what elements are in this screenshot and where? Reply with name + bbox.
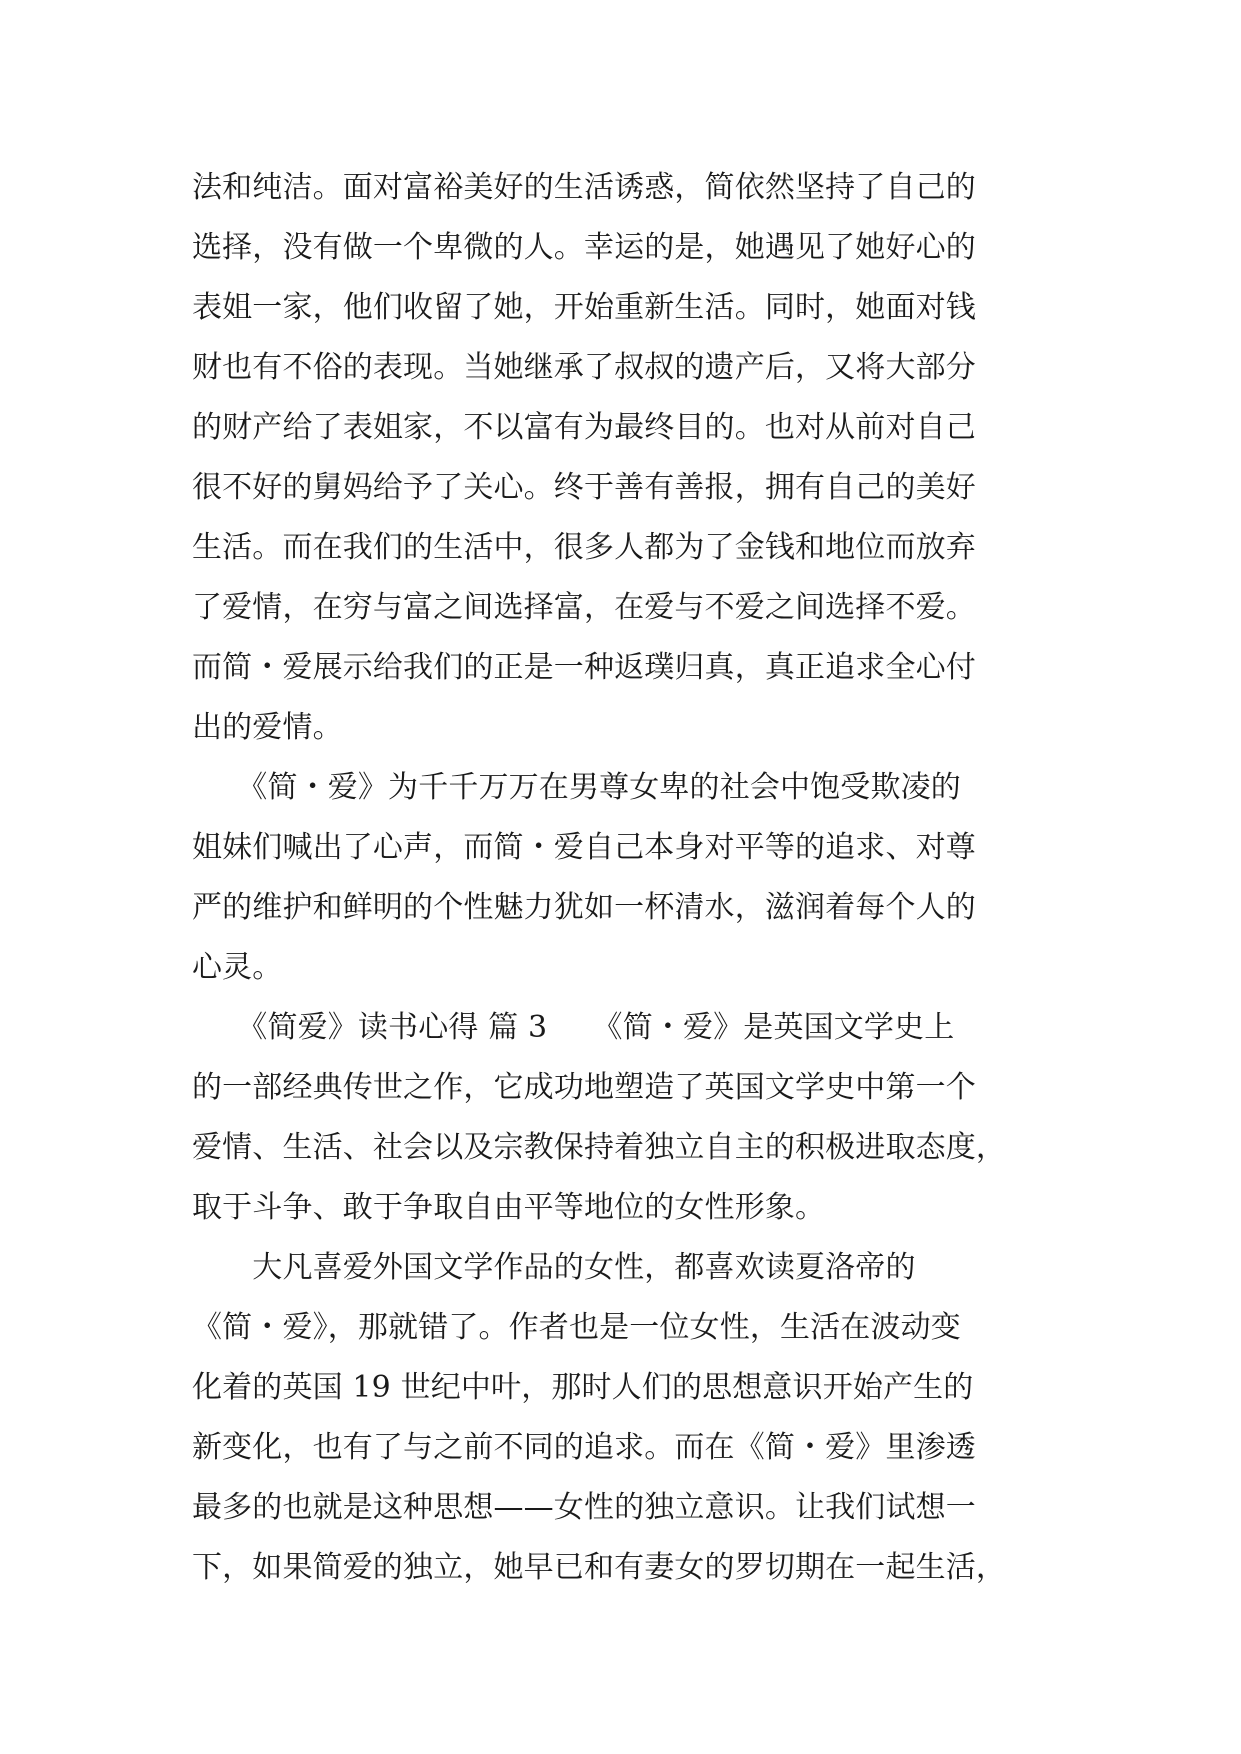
text-line: 新变化，也有了与之前不同的追求。而在《简・爱》里渗透: [192, 1430, 976, 1465]
text-line: 财也有不俗的表现。当她继承了叔叔的遗产后，又将大部分: [192, 350, 976, 385]
text-line: 出的爱情。: [192, 710, 343, 745]
text-line: 《简・爱》为千千万万在男尊女卑的社会中饱受欺凌的: [192, 770, 961, 805]
text-line: 生活。而在我们的生活中，很多人都为了金钱和地位而放弃: [192, 530, 976, 565]
text-line: 取于斗争、敢于争取自由平等地位的女性形象。: [192, 1190, 826, 1225]
text-line: 心灵。: [192, 950, 283, 985]
text-line: 而简・爱展示给我们的正是一种返璞归真，真正追求全心付: [192, 650, 976, 685]
body-text: [192, 158, 1072, 1598]
text-line: 表姐一家，他们收留了她，开始重新生活。同时，她面对钱: [192, 290, 976, 325]
text-line: 严的维护和鲜明的个性魅力犹如一杯清水，滋润着每个人的: [192, 890, 976, 925]
text-line: 法和纯洁。面对富裕美好的生活诱惑，简依然坚持了自己的: [192, 170, 976, 205]
text-line: 了爱情，在穷与富之间选择富，在爱与不爱之间选择不爱。: [192, 590, 976, 625]
text-line: 姐妹们喊出了心声，而简・爱自己本身对平等的追求、对尊: [192, 830, 976, 865]
text-line: 下，如果简爱的独立，她早已和有妻女的罗切期在一起生活，: [192, 1550, 1007, 1585]
text-line: 《简・爱》，那就错了。作者也是一位女性，生活在波动变: [192, 1310, 961, 1345]
text-line: 的财产给了表姐家，不以富有为最终目的。也对从前对自己: [192, 410, 976, 445]
text-line: 的一部经典传世之作，它成功地塑造了英国文学史中第一个: [192, 1070, 976, 1105]
text-line: 化着的英国 19 世纪中叶，那时人们的思想意识开始产生的: [192, 1370, 974, 1405]
text-line: 最多的也就是这种思想——女性的独立意识。让我们试想一: [192, 1490, 976, 1525]
text-line: 大凡喜爱外国文学作品的女性，都喜欢读夏洛帝的: [192, 1250, 916, 1285]
text-line: 选择，没有做一个卑微的人。幸运的是，她遇见了她好心的: [192, 230, 976, 265]
text-line: 爱情、生活、社会以及宗教保持着独立自主的积极进取态度，: [192, 1130, 1007, 1165]
text-line: 《简爱》读书心得 篇 3 《简・爱》是英国文学史上: [192, 1010, 955, 1045]
text-line: 很不好的舅妈给予了关心。终于善有善报，拥有自己的美好: [192, 470, 976, 505]
